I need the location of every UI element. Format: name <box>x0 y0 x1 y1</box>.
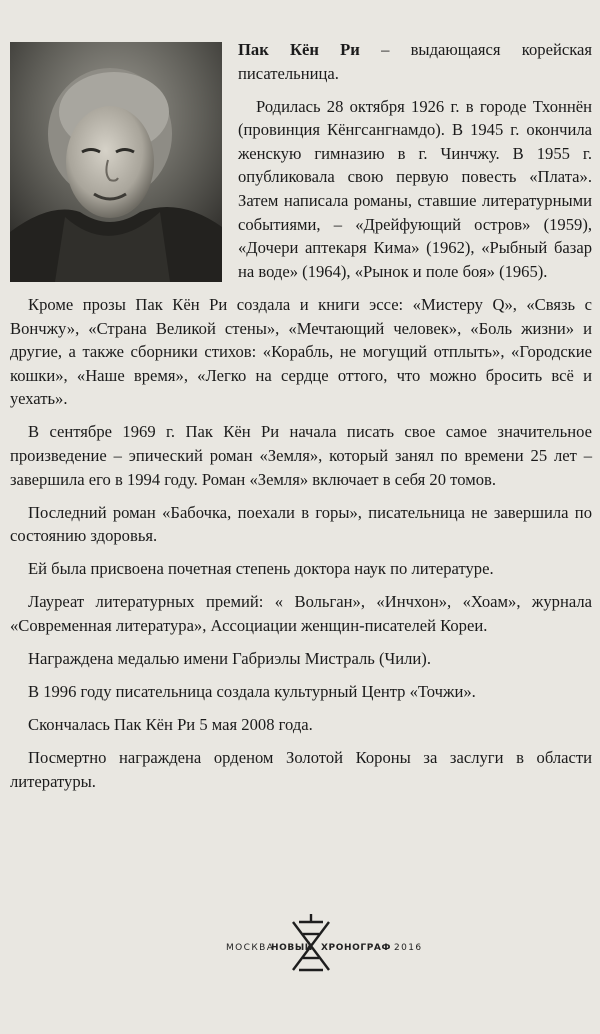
bio-paragraph: Посмертно награждена орденом Золотой Короны за заслуги в области литературы. <box>10 748 592 792</box>
bio-paragraph: Последний роман «Бабочка, поехали в горы», писательница не завершила по состоянию здоровья. <box>10 502 592 546</box>
publisher-city: МОСКВА <box>226 943 275 953</box>
bio-intro-text: – выдающаяся корейская писательница. <box>238 40 593 83</box>
bio-paragraph: В 1996 году писательница создала культурный Центр «Точжи». <box>28 682 476 702</box>
author-name: Пак Кён Ри <box>238 40 360 59</box>
bio-paragraph: Награждена медалью имени Габриэлы Мистраль (Чили). <box>28 649 431 669</box>
photo-spacer <box>10 38 230 288</box>
publisher-footer <box>0 912 600 982</box>
publisher-name-part1: НОВЫЙ <box>271 943 313 953</box>
publication-year: 2016 <box>394 943 423 953</box>
bio-paragraph: Лауреат литературных премий: « Вольган», «Инчхон», «Хоам», журнала «Современная литература», Ассоциации женщин-писателей Кореи. <box>10 592 592 636</box>
publisher-name-part2: ХРОНОГРАФ <box>321 943 391 953</box>
bio-paragraph: В сентябре 1969 г. Пак Кён Ри начала писать свое самое значительное произведение – эпический роман «Земля», который занял по времени 25 лет – завершила его в 1994 году. Роман «Земля» включает в себя 20 томов. <box>10 422 592 489</box>
author-biography <box>10 38 592 803</box>
bio-paragraph: Родилась 28 октября 1926 г. в городе Тхоннён (провинция Кёнгсангнамдо). В 1945 г. окончила женскую гимназию в г. Чинчжу. В 1955 г. опубликовала свою первую повесть «Плата». Затем написала романы, ставшие литературными событиями, – «Дрейфующий остров» (1959), «Дочери аптекаря Кима» (1962), «Рыбный базар на воде» (1964), «Рынок и поле боя» (1965). <box>238 96 592 281</box>
bio-paragraph: Кроме прозы Пак Кён Ри создала и книги эссе: «Мистеру Q», «Связь с Вончжу», «Страна Великой стены», «Мечтающий человек», «Боль жизни» и другие, а также сборники стихов: «Корабль, не могущий отплыть», «Городские кошки», «Наше время», «Легко на сердце оттого, что можно бросить всё и уехать». <box>10 294 592 409</box>
bio-paragraph: Ей была присвоена почетная степень доктора наук по литературе. <box>28 559 494 579</box>
bio-paragraph: Скончалась Пак Кён Ри 5 мая 2008 года. <box>28 715 313 735</box>
